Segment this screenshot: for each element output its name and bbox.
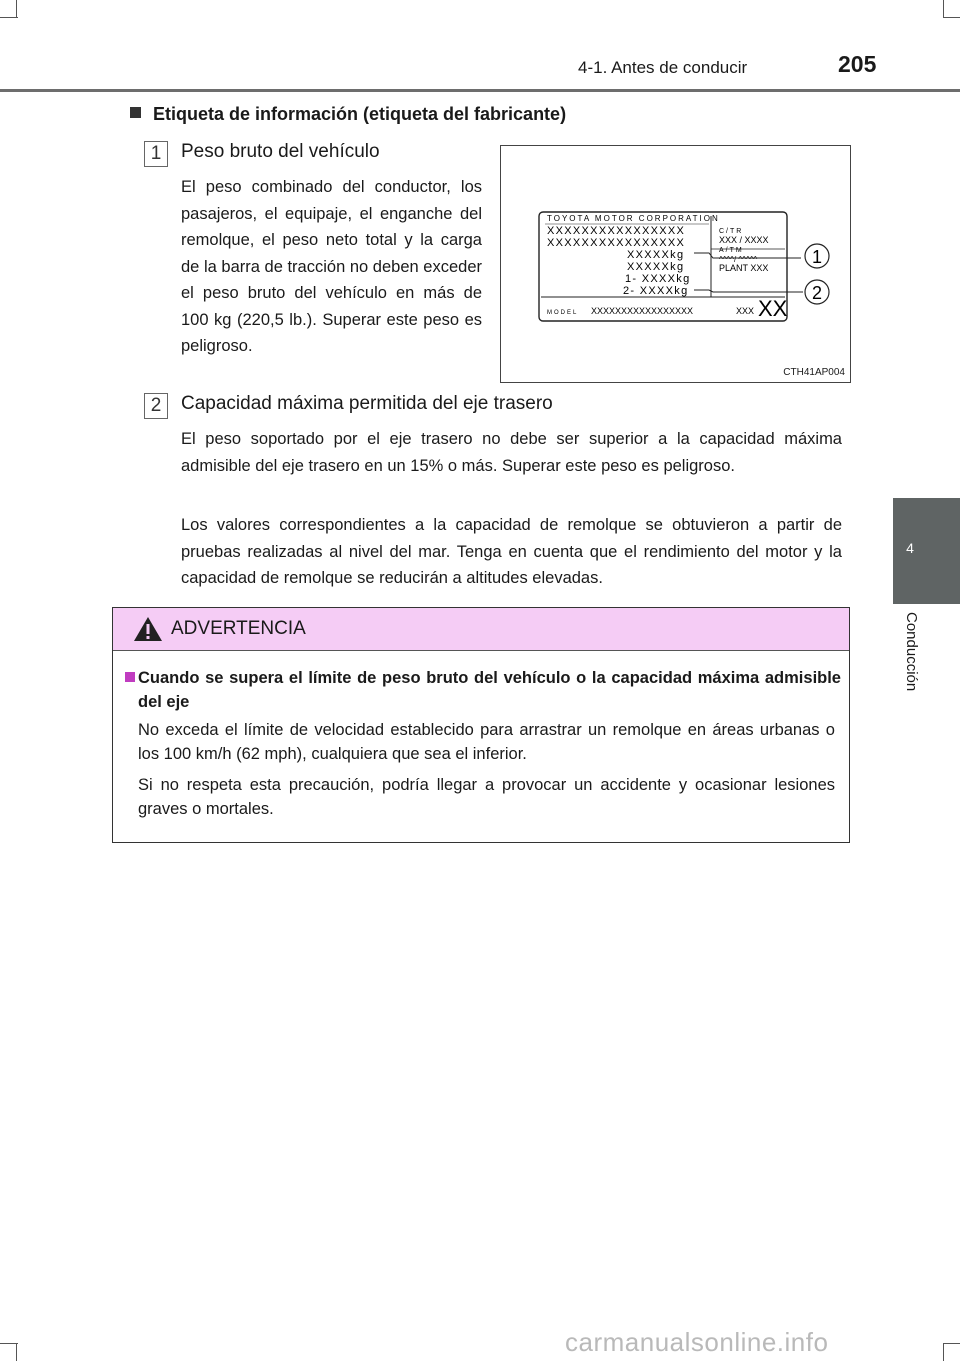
label-atm-value: ^^^^/ ^^^^^ — [719, 255, 758, 264]
label-model: MODEL — [547, 310, 579, 316]
item-paragraph: Los valores correspondientes a la capacidad de remolque se obtuvieron a partir de pruebas realizadas al nivel del mar. Tenga en cuenta que el rendimiento del motor y la capacidad de remolque se reducirán a altitudes elevadas. — [181, 516, 842, 587]
section-heading — [130, 104, 566, 125]
label-xx-big: XX — [758, 296, 788, 321]
callout-number: 1 — [811, 247, 823, 267]
crop-mark — [943, 1343, 960, 1344]
crop-mark — [943, 17, 960, 18]
manufacturer-label-diagram — [501, 146, 850, 382]
crop-mark — [0, 1343, 18, 1344]
crop-mark — [943, 1343, 944, 1361]
label-ctr: C/TR — [719, 228, 744, 235]
page-number: 205 — [838, 51, 877, 77]
header-rule — [0, 89, 960, 92]
header-section-title: 4-1. Antes de conducir — [578, 58, 748, 77]
warning-triangle-icon — [133, 616, 163, 642]
square-bullet-icon — [125, 672, 135, 682]
square-bullet-icon — [130, 107, 141, 118]
label-model-value: XXXXXXXXXXXXXXXXX — [591, 306, 694, 316]
figure-code: CTH41AP004 — [783, 367, 845, 378]
label-ctr-value: XXX / XXXX — [719, 235, 769, 245]
label-line: XXXXXkg — [627, 261, 685, 273]
label-plant: PLANT XXX — [719, 263, 769, 273]
item-paragraph: El peso soportado por el eje trasero no debe ser superior a la capacidad máxima admisible del eje trasero en un 15% o más. Superar este peso es peligroso. — [181, 430, 842, 475]
chapter-number: 4 — [906, 540, 914, 556]
label-line: XXXXXkg — [627, 249, 685, 261]
chapter-label: Conducción — [903, 612, 920, 692]
label-illustration — [500, 145, 851, 383]
crop-mark — [16, 0, 17, 18]
item-number-badge: 2 — [144, 393, 168, 419]
warning-paragraph: No exceda el límite de velocidad establecido para arrastrar un remolque en áreas urbanas o los 100 km/h (62 mph), cualquiera que sea el inferior. — [138, 721, 835, 763]
label-atm: A/TM — [719, 247, 744, 254]
item-paragraph: El peso combinado del conductor, los pasajeros, el equipaje, el enganche del remolque, el peso neto total y la carga de la barra de tracción no deben exceder el peso bruto del vehículo en más de 100 kg (220,5 lb.). Superar este peso es peligroso. — [181, 178, 482, 355]
warning-header — [113, 608, 849, 651]
label-line: XXXXXXXXXXXXXXXX — [547, 225, 686, 237]
label-line: 2- XXXXkg — [623, 285, 689, 297]
label-xxx-small: XXX — [736, 306, 755, 316]
warning-subheading — [138, 666, 841, 714]
crop-mark — [0, 17, 18, 18]
label-header-text: TOYOTA MOTOR CORPORATION — [547, 214, 720, 223]
item-number-badge: 1 — [144, 141, 168, 167]
watermark: carmanualsonline.info — [565, 1327, 829, 1357]
crop-mark — [943, 0, 944, 18]
warning-box — [112, 607, 850, 843]
item-title: Capacidad máxima permitida del eje trasero — [181, 393, 553, 414]
warning-title: ADVERTENCIA — [171, 618, 306, 639]
callout-number: 2 — [811, 283, 823, 303]
crop-mark — [16, 1343, 17, 1361]
warning-paragraph: Si no respeta esta precaución, podría llegar a provocar un accidente y ocasionar lesiones graves o mortales. — [138, 776, 835, 818]
warning-subheading-text: Cuando se supera el límite de peso bruto del vehículo o la capacidad máxima admisible del eje — [138, 669, 841, 711]
item-title: Peso bruto del vehículo — [181, 141, 380, 162]
label-line: 1- XXXXkg — [625, 273, 691, 285]
section-heading-text: Etiqueta de información (etiqueta del fabricante) — [153, 104, 567, 124]
label-line: XXXXXXXXXXXXXXXX — [547, 237, 686, 249]
